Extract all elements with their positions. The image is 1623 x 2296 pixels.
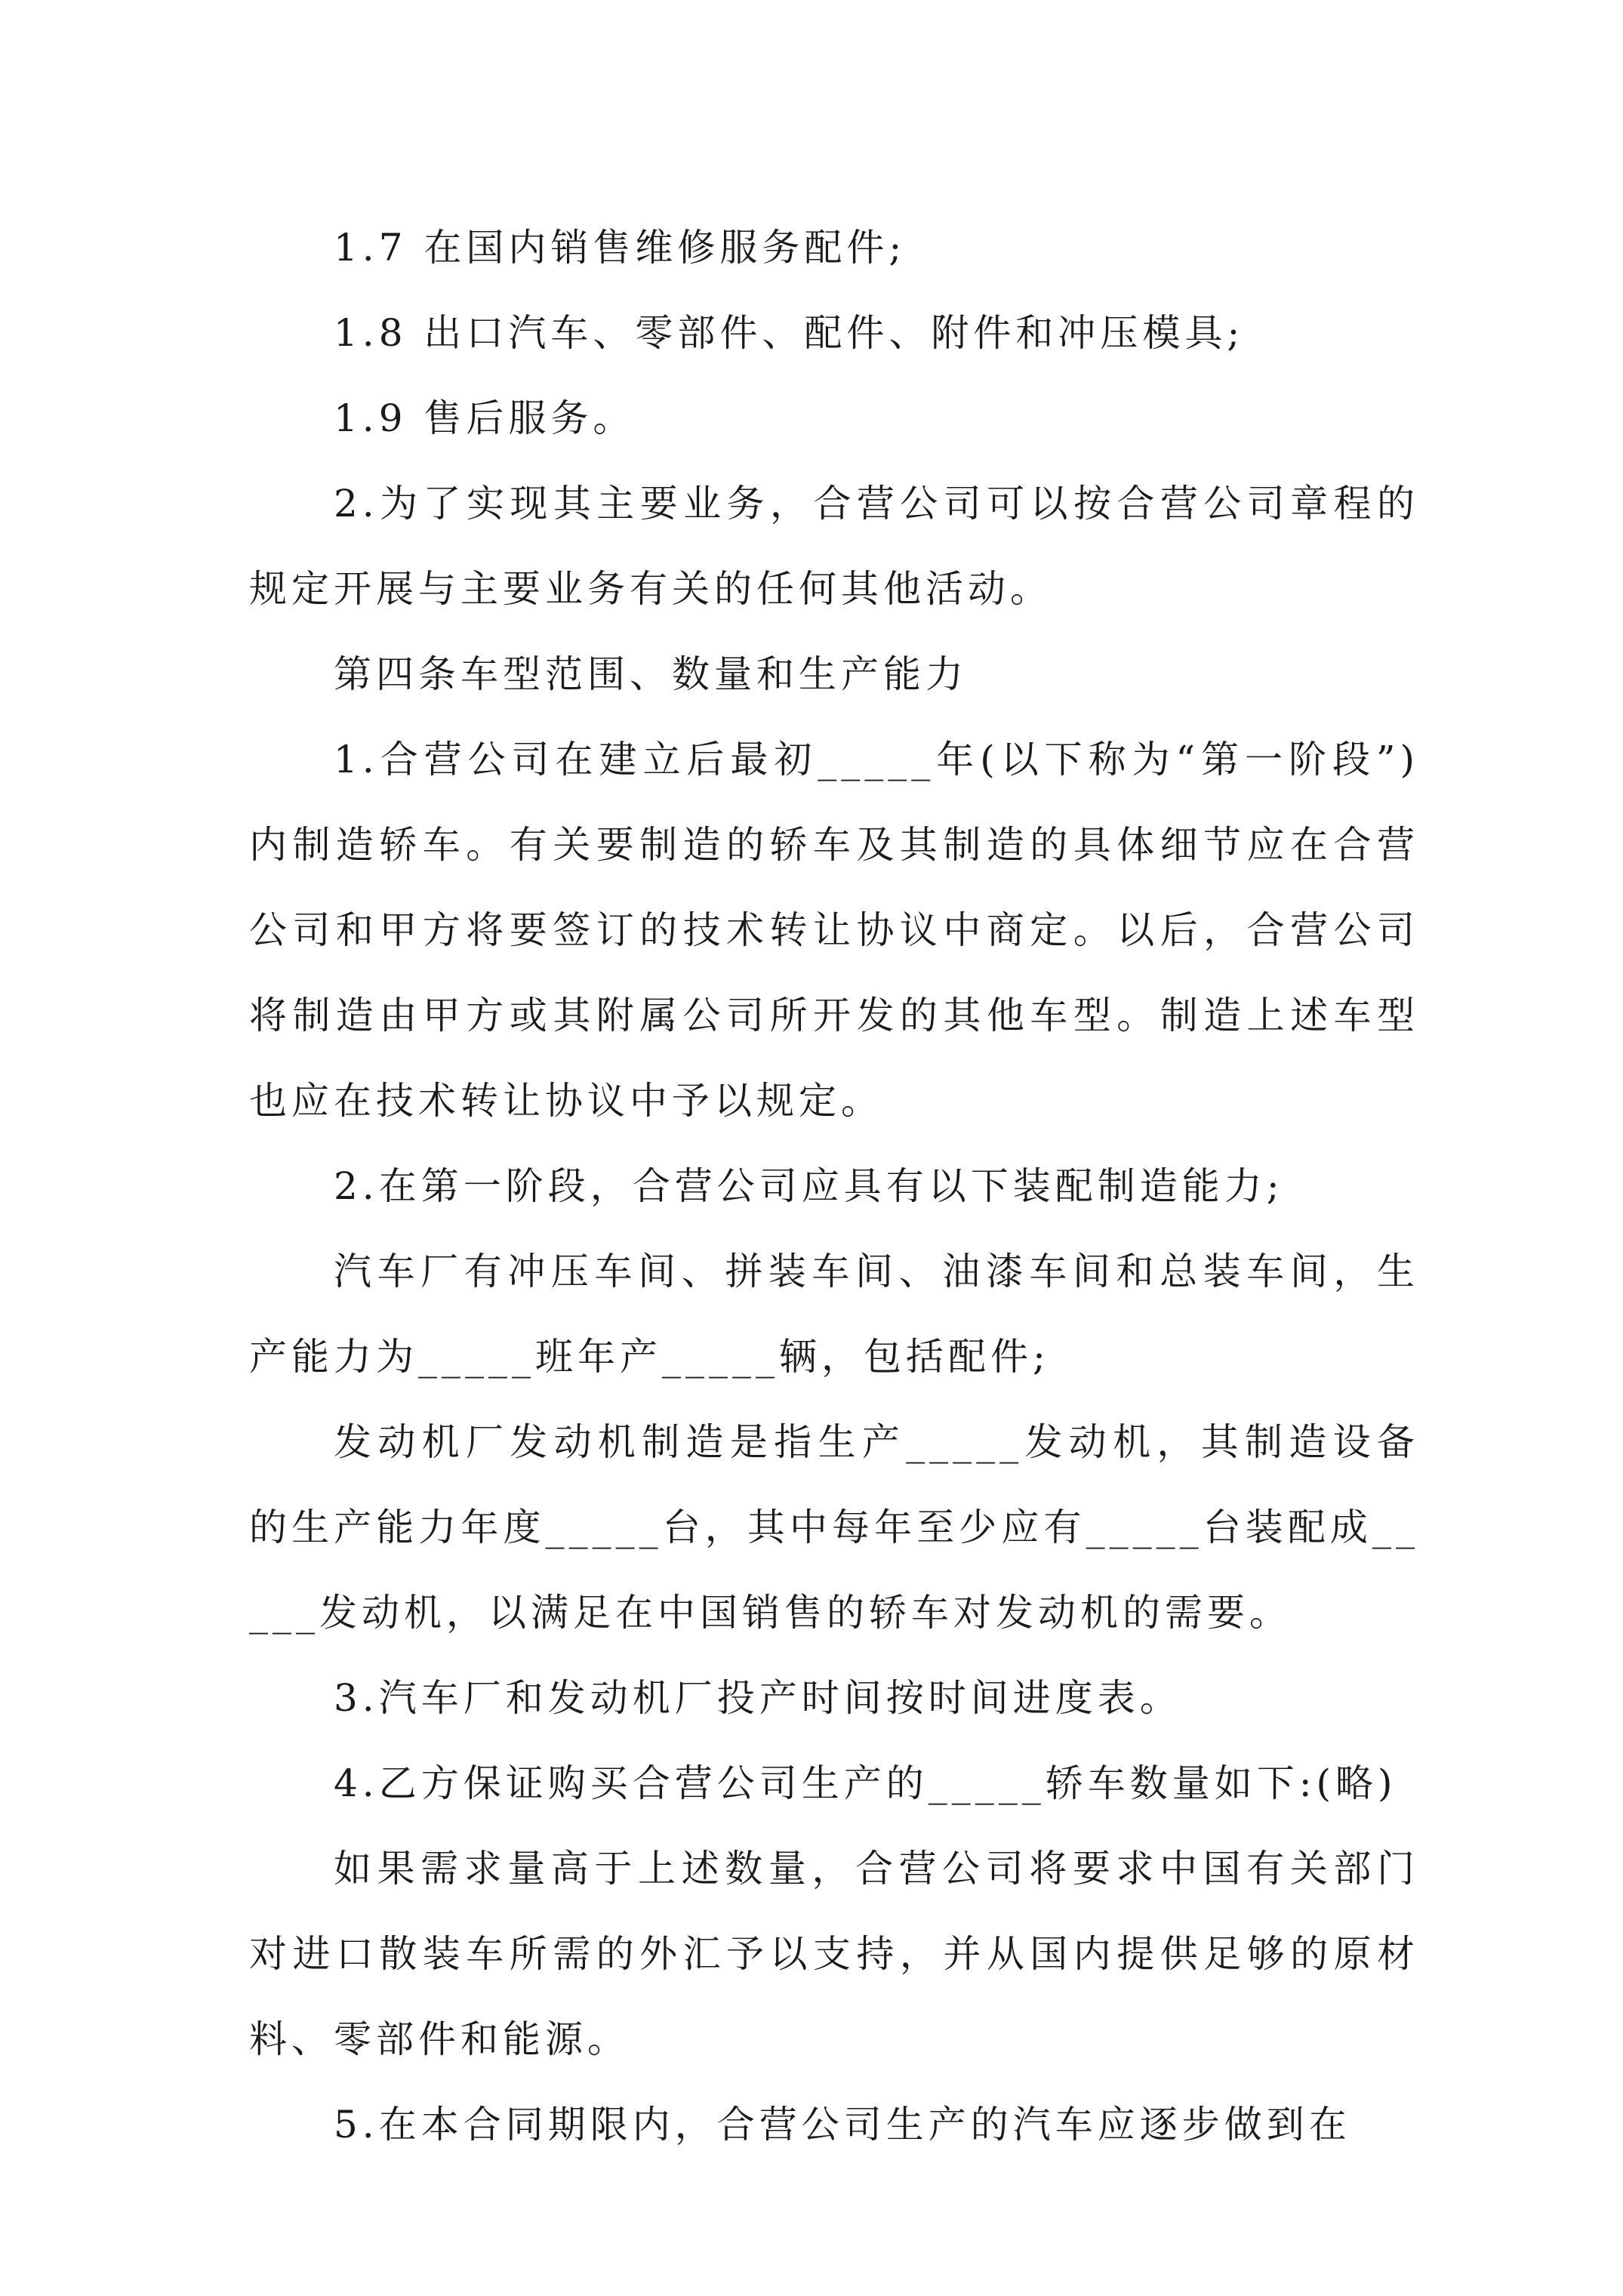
document-body [249,205,1419,2168]
article-four-heading: 第四条车型范围、数量和生产能力 [334,652,968,696]
paragraph-4-4: 4.乙方保证购买合营公司生产的_____轿车数量如下:(略) [334,1761,1397,1805]
paragraph-4-3: 3.汽车厂和发动机厂投产时间按时间进度表。 [334,1676,1182,1720]
paragraph-4-5: 5.在本合同期限内，合营公司生产的汽车应逐步做到在 [334,2103,1351,2147]
paragraph-1-8: 1.8 出口汽车、零部件、配件、附件和冲压模具; [334,311,1245,355]
paragraph-car-plant: 汽车厂有冲压车间、拼装车间、油漆车间和总装车间，生产能力为_____班年产_____辆，包括配件; [249,1250,1419,1379]
paragraph-4-1: 1.合营公司在建立后最初_____年(以下称为“第一阶段”)内制造轿车。有关要制造的轿车及其制造的具体细节应在合营公司和甲方将要签订的技术转让协议中商定。以后，合营公司将制造由甲方或其附属公司所开发的其他车型。制造上述车型也应在技术转让协议中予以规定。 [249,738,1419,1123]
paragraph-2-main-business: 2.为了实现其主要业务，合营公司可以按合营公司章程的规定开展与主要业务有关的任何其他活动。 [249,482,1419,611]
paragraph-engine-plant: 发动机厂发动机制造是指生产_____发动机，其制造设备的生产能力年度_____台，其中每年至少应有_____台装配成_____发动机，以满足在中国销售的轿车对发动机的需要。 [249,1420,1419,1635]
paragraph-demand: 如果需求量高于上述数量，合营公司将要求中国有关部门对进口散装车所需的外汇予以支持，并从国内提供足够的原材料、零部件和能源。 [249,1847,1419,2061]
paragraph-1-7: 1.7 在国内销售维修服务配件; [334,226,907,270]
paragraph-4-2: 2.在第一阶段，合营公司应具有以下装配制造能力; [334,1164,1284,1208]
paragraph-1-9: 1.9 售后服务。 [334,396,636,440]
